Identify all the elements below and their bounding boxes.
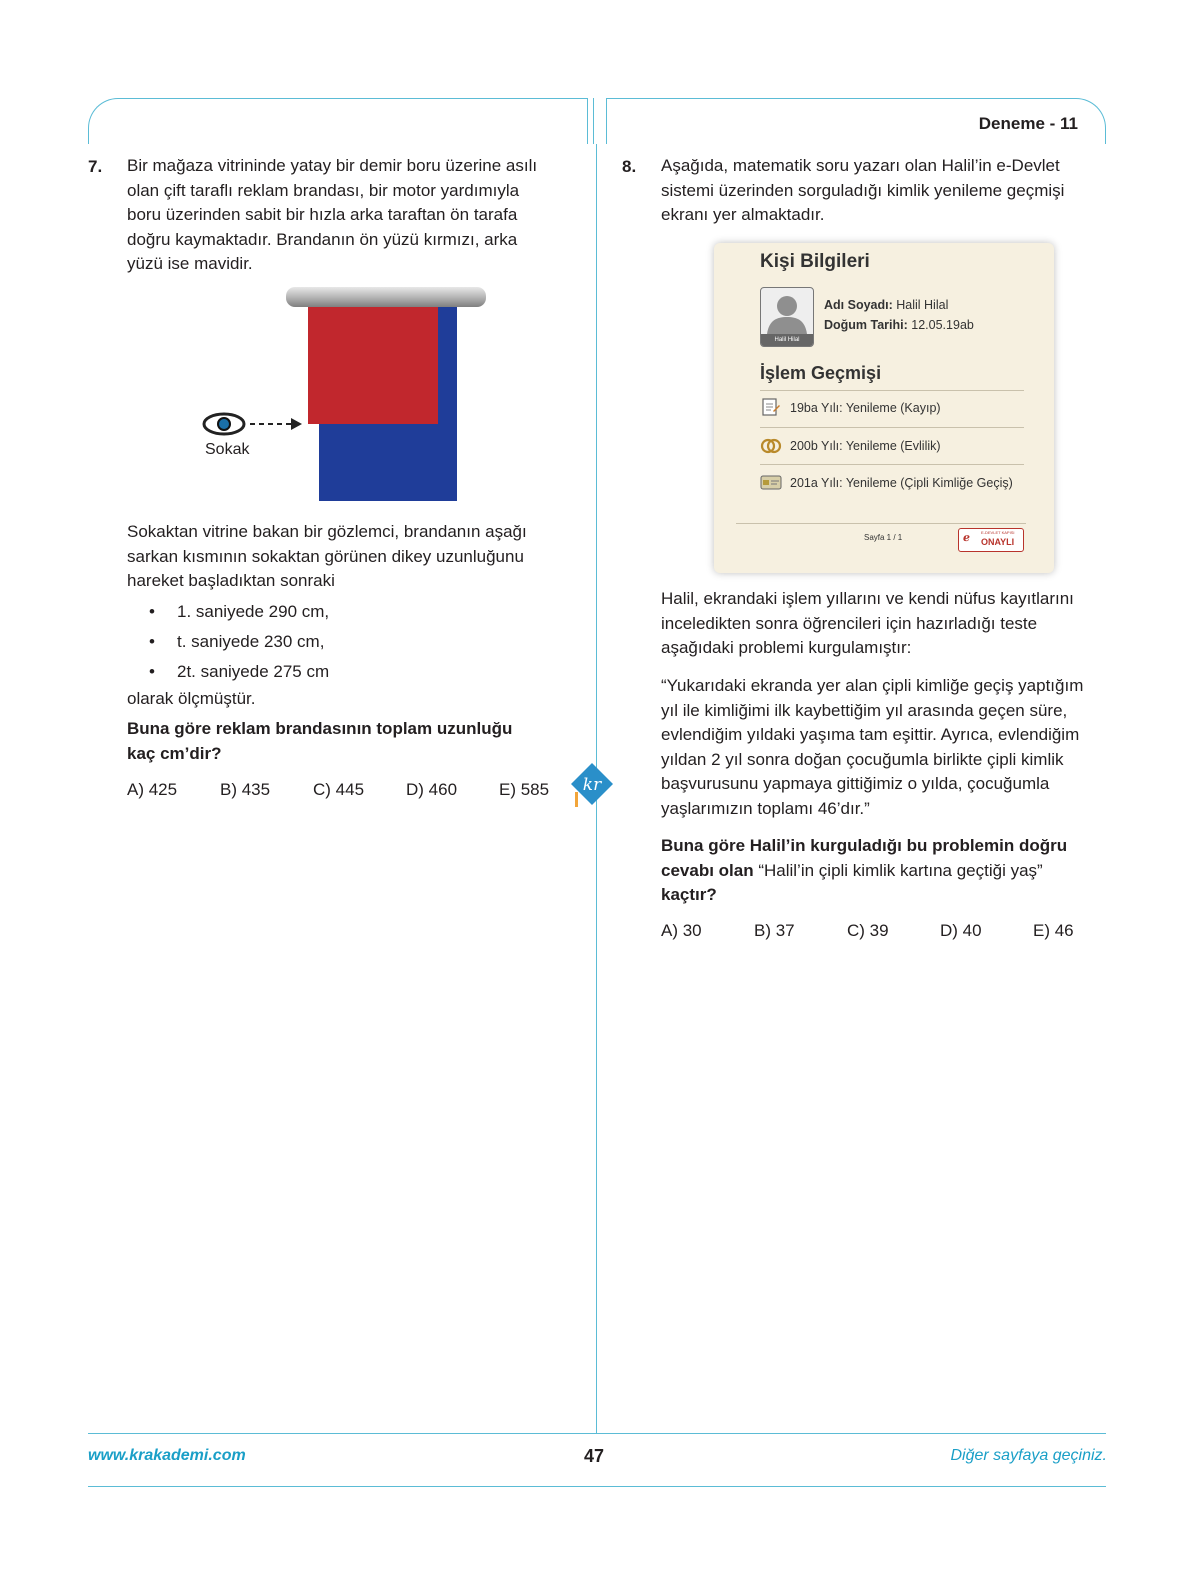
choice-d[interactable]: D) 40 [940, 921, 982, 940]
text-line: sistemi üzerinden sorguladığı kimlik yenileme geçmişi [661, 180, 1065, 200]
edevlet-e-icon: ℯ [963, 532, 970, 544]
question-7-number: 7. [88, 157, 103, 176]
text-line: inceledikten sonra öğrencileri için hazırladığı teste [661, 613, 1038, 633]
street-label: Sokak [205, 441, 250, 458]
text-line: yaşlarımızın toplamı 46’dır.” [661, 798, 870, 818]
text-line: “Yukarıdaki ekranda yer alan çipli kimliğe geçiş yaptığım [661, 676, 1084, 695]
header-frame-left [88, 98, 588, 144]
history-row-text: 201a Yılı: Yenileme (Çipli Kimliğe Geçiş) [790, 476, 1013, 490]
question-7-prompt [127, 717, 567, 766]
history-row-text: 200b Yılı: Yenileme (Evlilik) [790, 439, 941, 453]
text-line: aşağıdaki problemi kurgulamıştır: [661, 638, 912, 657]
page-indicator: Sayfa 1 / 1 [864, 533, 903, 542]
text-line: başvurusunu yapmaya gittiğimiz o yılda, çocuğumla [661, 774, 1050, 793]
birth-value: 12.05.19ab [911, 318, 974, 332]
birth-row [824, 318, 974, 332]
text-line: boru üzerinden sabit bir hızla arka taraftan ön tarafa [127, 205, 518, 224]
name-value: Halil Hilal [896, 298, 949, 312]
text-line: cevabı olan “Halil’in çipli kimlik kartına geçtiği yaş” [661, 860, 1043, 880]
question-8-number: 8. [622, 157, 637, 176]
text-line: yıldan 2 yıl sonra doğan çocuğumla birlikte çipli kimlik [661, 749, 1064, 769]
text-line: kaç cm’dir? [127, 743, 222, 763]
choice-b[interactable]: B) 37 [754, 921, 795, 940]
choice-e[interactable]: E) 585 [499, 780, 550, 799]
history-row-text: 19ba Yılı: Yenileme (Kayıp) [790, 401, 941, 415]
divider [760, 464, 1024, 465]
badge-top: E-DEVLET KAPISI [981, 530, 1015, 535]
question-7-after: olarak ölçmüştür. [127, 689, 256, 708]
edevlet-card [714, 243, 1054, 573]
text-line: evlendiğim yıldaki yaşıma tam eşittir. Ayrıca, evlendiğim [661, 725, 1080, 744]
list-item: • 1. saniyede 290 cm, [127, 602, 547, 632]
choice-a[interactable]: A) 30 [661, 921, 702, 940]
birth-label: Doğum Tarihi: [824, 318, 908, 332]
page-number: 47 [584, 1446, 605, 1466]
red-front-side [308, 306, 438, 424]
history-title: İşlem Geçmişi [760, 363, 882, 383]
card-title: Kişi Bilgileri [760, 251, 870, 272]
measurement-list [127, 602, 547, 692]
question-8-prompt [661, 834, 1101, 908]
choice-d[interactable]: D) 460 [406, 780, 458, 799]
svg-text:kr: kr [582, 775, 602, 795]
avatar [760, 287, 814, 347]
text-line: sarkan kısmının sokaktan görünen dikey uzunluğunu [127, 546, 524, 566]
text-line: hareket başladıktan sonraki [127, 571, 335, 590]
footer-top-rule [88, 1433, 1106, 1434]
divider [736, 523, 1026, 524]
text-line: Halil, ekrandaki işlem yıllarını ve kendi nüfus kayıtlarını [661, 589, 1074, 608]
banner-illustration [198, 282, 498, 510]
brand-logo [568, 762, 616, 808]
text-line: ekranı yer almaktadır. [661, 205, 825, 224]
footer-bottom-rule [88, 1486, 1106, 1487]
approved-badge [958, 528, 1024, 552]
list-item: • 2t. saniyede 275 cm [127, 662, 547, 692]
choice-c[interactable]: C) 39 [847, 921, 889, 940]
text-line: Buna göre reklam brandasının toplam uzunluğu [127, 719, 513, 738]
page-title: Deneme - 11 [978, 114, 1078, 133]
choice-c[interactable]: C) 445 [313, 780, 365, 799]
choice-e[interactable]: E) 46 [1033, 921, 1074, 940]
kr-logo-icon [568, 762, 616, 808]
text-line: yıl ile kimliğimi ilk kaybettiğim yıl arasında geçen süre, [661, 700, 1068, 720]
next-page-note: Diğer sayfaya geçiniz. [950, 1447, 1107, 1464]
rings-icon [760, 436, 782, 454]
name-row [824, 298, 948, 312]
text-line: Sokaktan vitrine bakan bir gözlemci, brandanın aşağı [127, 522, 527, 541]
text-line: olan çift taraflı reklam brandası, bir motor yardımıyla [127, 180, 520, 200]
text-line: Buna göre Halil’in kurguladığı bu problemin doğru [661, 836, 1068, 855]
document-icon [760, 398, 782, 416]
choice-a[interactable]: A) 425 [127, 780, 178, 799]
question-8-text [661, 154, 1101, 228]
text-line: doğru kaymaktadır. Brandanın ön yüzü kırmızı, arka [127, 229, 518, 249]
arrow-head-icon [291, 418, 302, 430]
divider [760, 390, 1024, 391]
text-line: Aşağıda, matematik soru yazarı olan Halil’in e-Devlet [661, 156, 1060, 175]
question-7-body [127, 520, 567, 594]
text-line: yüzü ise mavidir. [127, 254, 253, 273]
problem-quote [661, 674, 1106, 821]
eye-icon [204, 414, 244, 434]
list-item: • t. saniyede 230 cm, [127, 632, 547, 662]
name-label: Adı Soyadı: [824, 298, 893, 312]
banner-figure [198, 282, 498, 510]
person-icon [761, 288, 813, 334]
id-card-icon [760, 473, 782, 491]
badge-label: ONAYLI [981, 537, 1015, 547]
text-line: kaçtır? [661, 885, 717, 904]
iron-pipe [286, 287, 486, 307]
text-line: Bir mağaza vitrininde yatay bir demir boru üzerine asılı [127, 156, 538, 175]
divider [760, 427, 1024, 428]
question-8-body [661, 587, 1101, 661]
choice-b[interactable]: B) 435 [220, 780, 271, 799]
avatar-caption: Halil Hilal [761, 334, 813, 346]
question-7-text [127, 154, 567, 277]
website-link[interactable]: www.krakademi.com [88, 1447, 246, 1464]
